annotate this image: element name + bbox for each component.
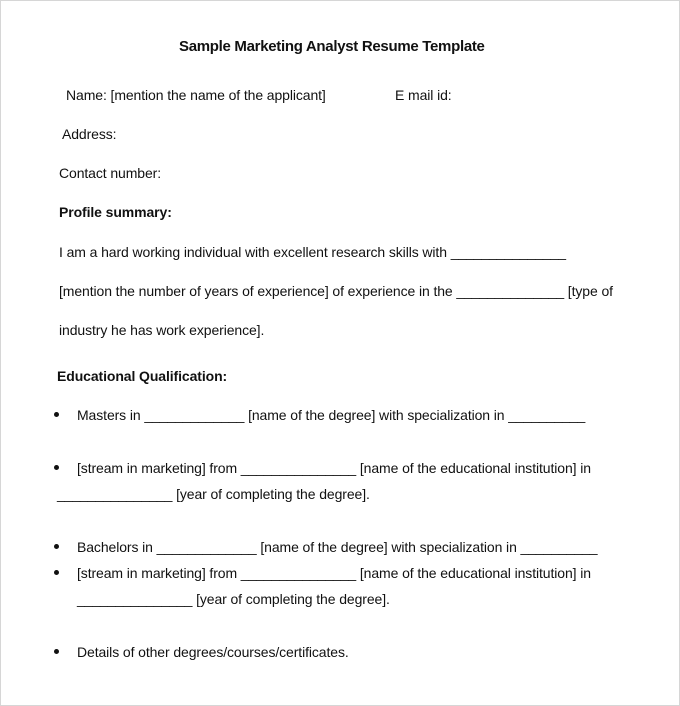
education-bachelors-stream-line: [stream in marketing] from _______________ [name of the educational institution] in	[77, 565, 591, 581]
bullet-icon	[54, 412, 59, 417]
profile-summary-line-1: I am a hard working individual with excellent research skills with _______________	[59, 244, 566, 260]
profile-summary-line-3: industry he has work experience].	[59, 322, 265, 338]
contact-number-label: Contact number:	[59, 165, 161, 181]
education-bachelors-year-line: _______________ [year of completing the degree].	[77, 591, 390, 607]
email-label: E mail id:	[395, 87, 452, 103]
education-masters-line: Masters in _____________ [name of the degree] with specialization in __________	[77, 407, 586, 423]
bullet-icon	[54, 544, 59, 549]
bullet-icon	[54, 465, 59, 470]
name-field-line: Name: [mention the name of the applicant]	[66, 87, 326, 103]
education-other-details-line: Details of other degrees/courses/certificates.	[77, 644, 349, 660]
education-masters-year-line: _______________ [year of completing the degree].	[57, 486, 370, 502]
address-label: Address:	[62, 126, 117, 142]
bullet-icon	[54, 649, 59, 654]
profile-summary-heading: Profile summary:	[59, 204, 172, 220]
profile-summary-line-2: [mention the number of years of experience] of experience in the ______________ [type of	[59, 283, 613, 299]
education-masters-stream-line: [stream in marketing] from _______________ [name of the educational institution] in	[77, 460, 591, 476]
page-title: Sample Marketing Analyst Resume Template	[179, 38, 485, 55]
education-bachelors-line: Bachelors in _____________ [name of the degree] with specialization in __________	[77, 539, 598, 555]
bullet-icon	[54, 570, 59, 575]
education-heading: Educational Qualification:	[57, 368, 228, 384]
